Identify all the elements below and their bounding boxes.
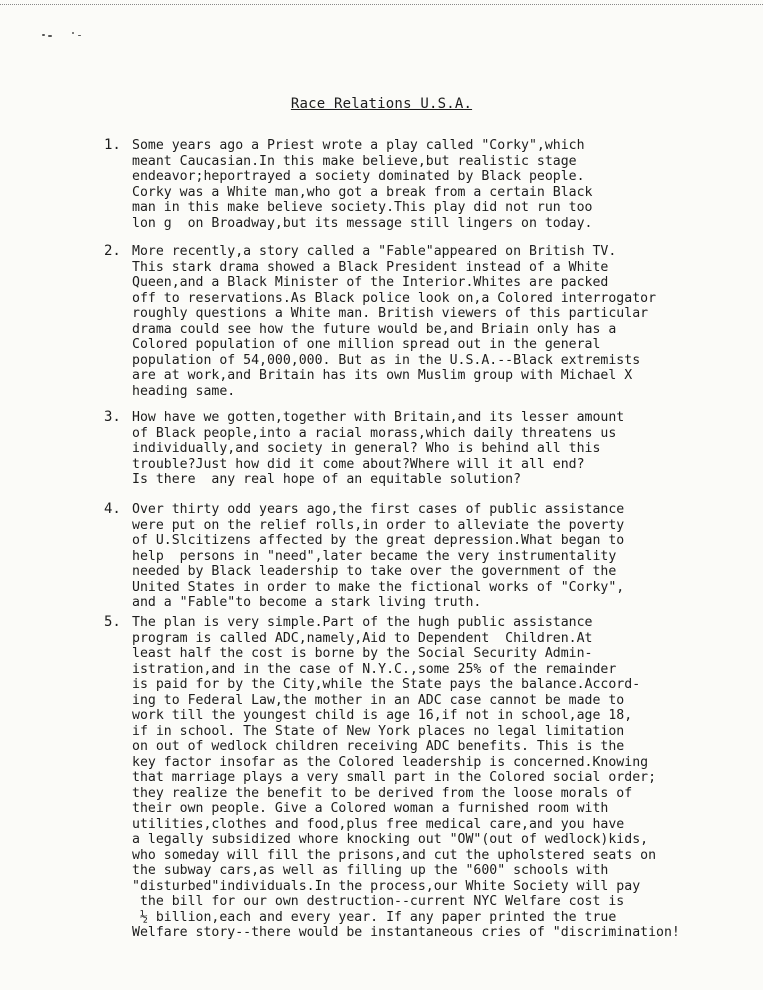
text-line: Over thirty odd years ago,the first cases of public assistance bbox=[132, 502, 625, 517]
text-line: lon g on Broadway,but its message still lingers on today. bbox=[132, 215, 593, 231]
text-line: were put on the relief rolls,in order to alleviate the poverty bbox=[132, 517, 625, 533]
text-line: Is there any real hope of an equitable solution? bbox=[132, 472, 522, 487]
text-line: United States in order to make the fictional works of "Corky", bbox=[132, 579, 625, 595]
paragraph-number: 5. bbox=[104, 614, 121, 630]
text-line: is paid for by the City,while the State pays the balance.Accord- bbox=[132, 677, 641, 692]
text-line: istration,and in the case of N.Y.C.,some 25% of the remainder bbox=[132, 661, 617, 677]
paragraph-text bbox=[132, 615, 680, 941]
text-line: Colored population of one million spread out in the general bbox=[132, 337, 601, 352]
text-line: individually,and society in general? Who is behind all this bbox=[132, 441, 601, 456]
text-line: the subway cars,as well as filling up the "600" schools with bbox=[132, 863, 609, 878]
text-line: on out of wedlock children receiving ADC benefits. This is the bbox=[132, 739, 625, 754]
text-line: off to reservations.As Black police look on,a Colored interrogator bbox=[132, 290, 657, 306]
text-line: More recently,a story called a "Fable"appeared on British TV. bbox=[132, 244, 617, 259]
text-line: they realize the benefit to be derived from the loose morals of bbox=[132, 785, 633, 801]
text-line: The plan is very simple.Part of the hugh public assistance bbox=[132, 615, 593, 630]
text-line: man in this make believe society.This play did not run too bbox=[132, 200, 593, 215]
text-line: of U.Slcitizens affected by the great depression.What began to bbox=[132, 533, 625, 548]
paragraph-number: 3. bbox=[104, 409, 121, 425]
paragraph-text bbox=[132, 138, 593, 231]
paragraph-number: 1. bbox=[104, 137, 121, 153]
text-line: needed by Black leadership to take over the government of the bbox=[132, 564, 617, 579]
text-line: work till the youngest child is age 16,if not in school,age 18, bbox=[132, 708, 633, 723]
text-line: drama could see how the future would be,and Briain only has a bbox=[132, 321, 617, 337]
text-line: and a "Fable"to become a stark living truth. bbox=[132, 595, 482, 610]
paragraph-text bbox=[132, 244, 656, 399]
text-line: that marriage plays a very small part in the Colored social order; bbox=[132, 770, 657, 785]
text-line: ing to Federal Law,the mother in an ADC case cannot be made to bbox=[132, 692, 625, 708]
text-line: Welfare story--there would be instantaneous cries of "discrimination! bbox=[132, 925, 680, 940]
text-line: are at work,and Britain has its own Muslim group with Michael X bbox=[132, 368, 633, 383]
text-line: of Black people,into a racial morass,which daily threatens us bbox=[132, 425, 617, 441]
text-line: Some years ago a Priest wrote a play called "Corky",which bbox=[132, 138, 585, 153]
text-line: who someday will fill the prisons,and cut the upholstered seats on bbox=[132, 847, 657, 863]
text-line: roughly questions a White man. British viewers of this particular bbox=[132, 306, 649, 321]
text-line: Corky was a White man,who got a break from a certain Black bbox=[132, 184, 593, 200]
text-line: a legally subsidized whore knocking out "OW"(out of wedlock)kids, bbox=[132, 832, 649, 847]
text-line: least half the cost is borne by the Social Security Admin- bbox=[132, 646, 593, 661]
text-line: ½ billion,each and every year. If any paper printed the true bbox=[132, 909, 617, 925]
paragraph-number: 2. bbox=[104, 243, 121, 259]
paragraph-text bbox=[132, 410, 624, 488]
text-line: the bill for our own destruction--current NYC Welfare cost is bbox=[132, 894, 625, 909]
scan-artifact bbox=[42, 30, 102, 40]
text-line: Queen,and a Black Minister of the Interior.Whites are packed bbox=[132, 275, 609, 290]
paragraph-number: 4. bbox=[104, 501, 121, 517]
text-line: help persons in "need",later became the very instrumentality bbox=[132, 548, 617, 564]
text-line: program is called ADC,namely,Aid to Dependent Children.At bbox=[132, 630, 593, 646]
text-line: if in school. The State of New York places no legal limitation bbox=[132, 723, 625, 739]
text-line: trouble?Just how did it come about?Where will it all end? bbox=[132, 456, 585, 472]
text-line: meant Caucasian.In this make believe,but realistic stage bbox=[132, 153, 577, 169]
paragraph-text bbox=[132, 502, 624, 611]
top-edge-rule bbox=[0, 4, 763, 5]
text-line: This stark drama showed a Black President instead of a White bbox=[132, 259, 609, 275]
text-line: heading same. bbox=[132, 383, 236, 399]
text-line: utilities,clothes and food,plus free medical care,and you have bbox=[132, 816, 625, 832]
document-title: Race Relations U.S.A. bbox=[290, 96, 473, 112]
text-line: population of 54,000,000. But as in the U.S.A.--Black extremists bbox=[132, 352, 641, 368]
text-line: their own people. Give a Colored woman a furnished room with bbox=[132, 801, 609, 816]
text-line: How have we gotten,together with Britain,and its lesser amount bbox=[132, 410, 625, 425]
text-line: endeavor;heportrayed a society dominated by Black people. bbox=[132, 169, 585, 184]
text-line: "disturbed"individuals.In the process,our White Society will pay bbox=[132, 878, 641, 894]
text-line: key factor insofar as the Colored leadership is concerned.Knowing bbox=[132, 754, 649, 770]
